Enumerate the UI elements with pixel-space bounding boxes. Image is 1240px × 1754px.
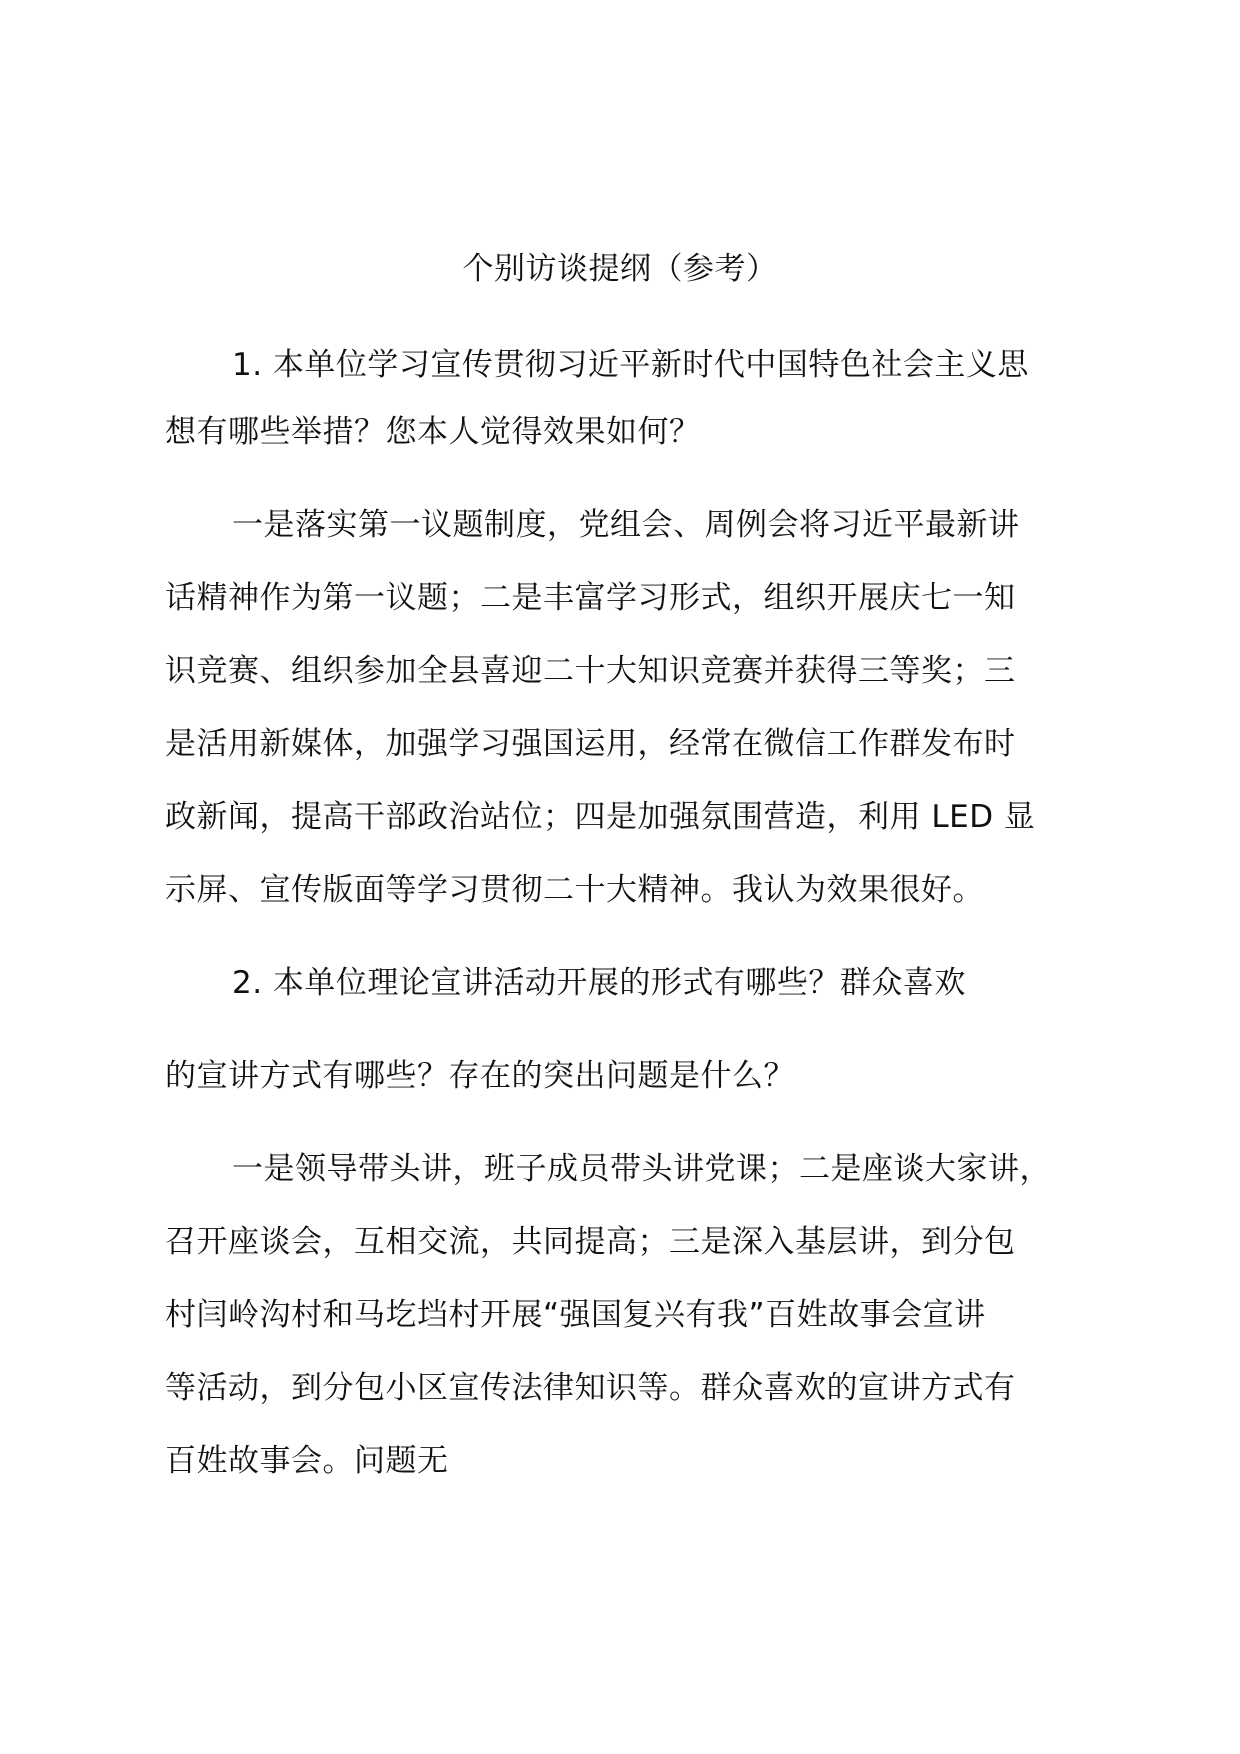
question-1-line-2: 想有哪些举措？您本人觉得效果如何？ <box>165 414 701 450</box>
answer-1-line-4: 是活用新媒体，加强学习强国运用，经常在微信工作群发布时 <box>165 726 1016 762</box>
question-2-line-2: 的宣讲方式有哪些？存在的突出问题是什么？ <box>165 1058 795 1094</box>
answer-2-line-3: 村闫岭沟村和马圪垱村开展“强国复兴有我”百姓故事会宣讲 <box>165 1297 986 1333</box>
answer-1-line-2: 话精神作为第一议题；二是丰富学习形式，组织开展庆七一知 <box>165 580 1016 616</box>
document-title: 个别访谈提纲（参考） <box>462 251 778 287</box>
question-1-line-1: 1. 本单位学习宣传贯彻习近平新时代中国特色社会主义思 <box>232 347 1029 383</box>
answer-1-line-1: 一是落实第一议题制度，党组会、周例会将习近平最新讲 <box>232 507 1020 543</box>
answer-2-line-5: 百姓故事会。问题无 <box>165 1443 449 1479</box>
answer-1-line-6: 示屏、宣传版面等学习贯彻二十大精神。我认为效果很好。 <box>165 872 984 908</box>
answer-2-line-4: 等活动，到分包小区宣传法律知识等。群众喜欢的宣讲方式有 <box>165 1370 1016 1406</box>
answer-1-line-3: 识竞赛、组织参加全县喜迎二十大知识竞赛并获得三等奖；三 <box>165 653 1016 689</box>
answer-2-line-1: 一是领导带头讲，班子成员带头讲党课；二是座谈大家讲， <box>232 1151 1051 1187</box>
question-2-line-1: 2. 本单位理论宣讲活动开展的形式有哪些？群众喜欢 <box>232 965 966 1001</box>
answer-2-line-2: 召开座谈会，互相交流，共同提高；三是深入基层讲，到分包 <box>165 1224 1016 1260</box>
answer-1-line-5: 政新闻，提高干部政治站位；四是加强氛围营造，利用 LED 显 <box>165 799 1036 835</box>
